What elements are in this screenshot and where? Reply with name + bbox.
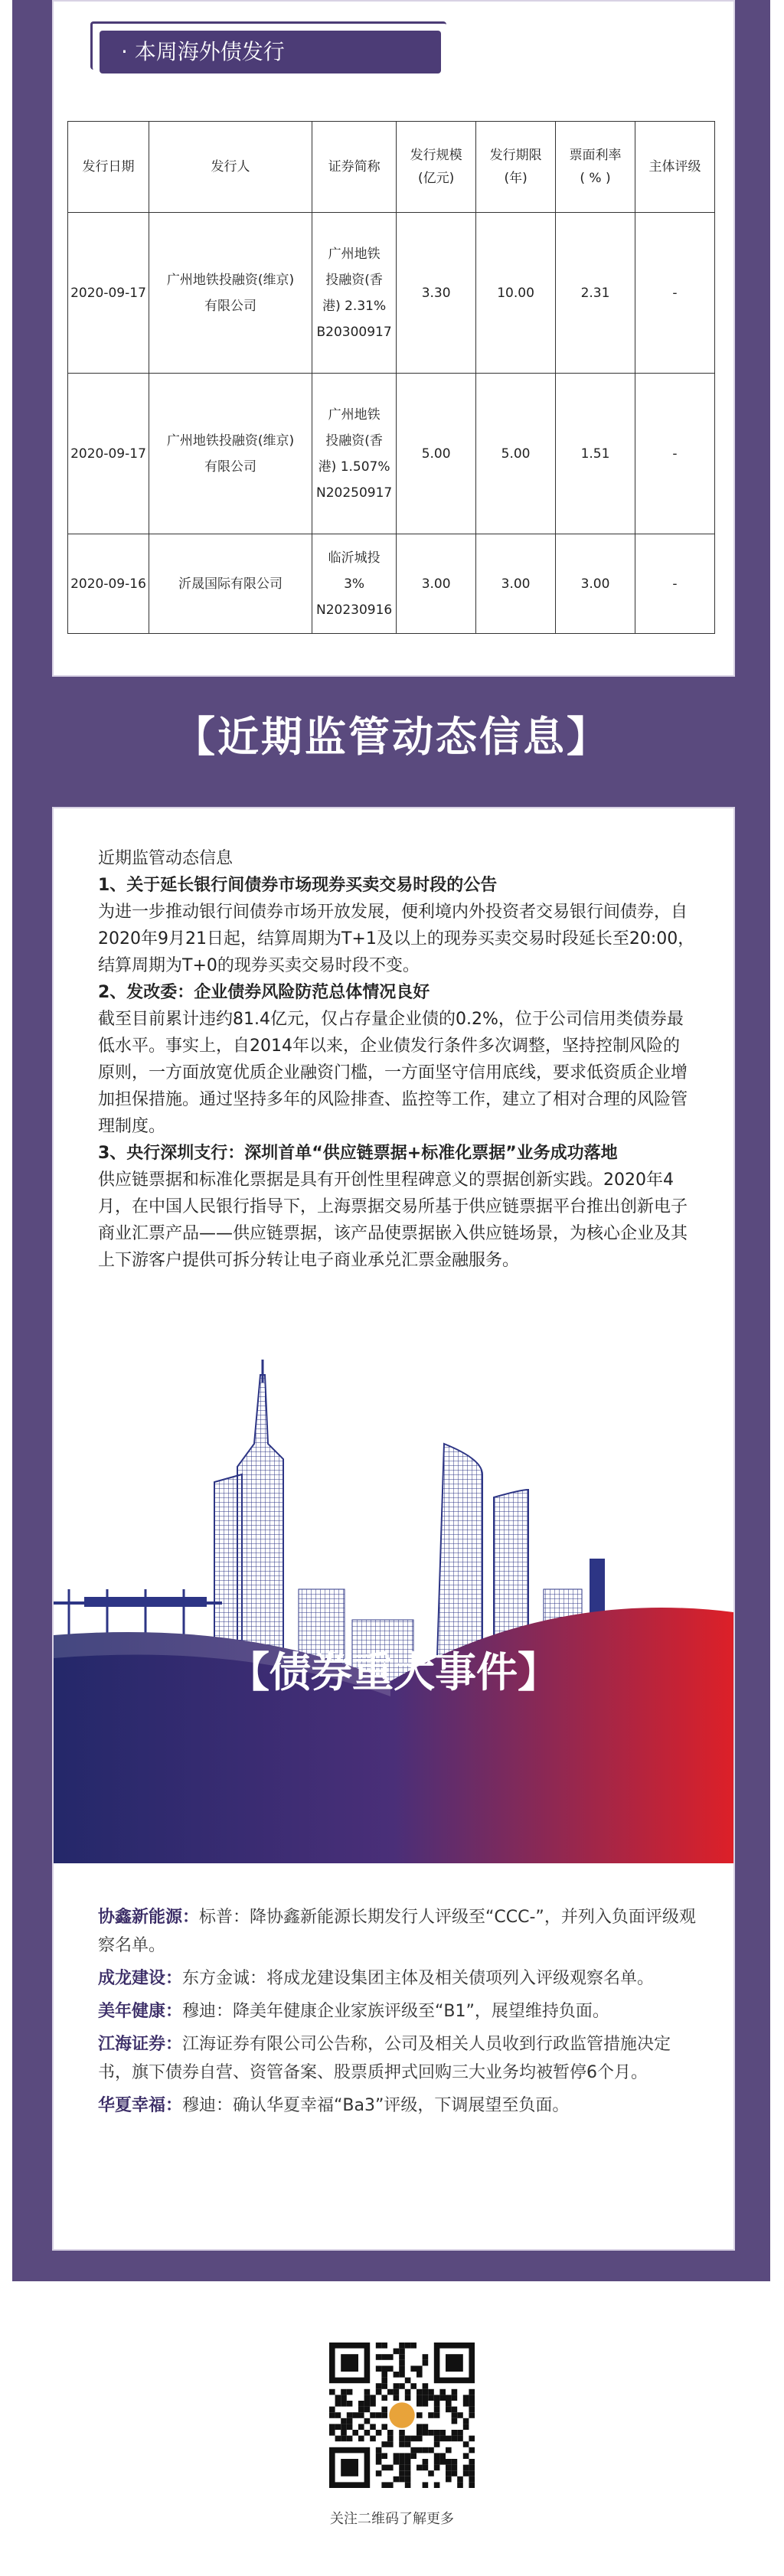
cell-term: 10.00 [476,213,556,374]
cell-rating: - [635,534,714,634]
cell-rate: 2.31 [556,213,635,374]
event-item [98,1964,703,1993]
cell-rate: 1.51 [556,374,635,534]
regulatory-heading: 【近期监管动态信息】 [174,713,610,761]
cell-size: 3.30 [397,213,476,374]
event-item [98,2030,703,2087]
event-item [98,1903,703,1960]
bond-events-panel [52,1863,735,2251]
col-header-rate: 票面利率 ( % ) [556,122,635,213]
qr-code[interactable] [329,2343,475,2488]
cell-term: 5.00 [476,374,556,534]
news-body-3: 供应链票据和标准化票据是具有开创性里程碑意义的票据创新实践。2020年4月，在中国人民银行指导下，上海票据交易所基于供应链票据平台推出创新电子商业汇票产品——供应链票据，该产品使票据嵌入供应链场景，为核心企业及其上下游客户提供可拆分转让电子商业承兑汇票金融服务。 [98,1170,688,1270]
col-header-term: 发行期限 (年) [476,122,556,213]
col-header-name: 证券简称 [312,122,397,213]
bond-events-heading: 【债券重大事件】 [228,1648,559,1696]
event-text: 东方金诚：将成龙建设集团主体及相关债项列入评级观察名单。 [182,1969,655,1988]
cell-rating: - [635,213,714,374]
col-header-date: 发行日期 [68,122,149,213]
cell-date: 2020-09-17 [68,213,149,374]
event-company: 美年健康： [98,2002,183,2021]
cell-issuer: 广州地铁投融资(维京) 有限公司 [149,374,312,534]
event-text: 穆迪：确认华夏幸福“Ba3”评级，下调展望至负面。 [182,2096,570,2115]
event-text: 标普：降协鑫新能源长期发行人评级至“CCC-”，并列入负面评级观察名单。 [98,1908,696,1955]
cell-size: 3.00 [397,534,476,634]
cell-term: 3.00 [476,534,556,634]
event-company: 成龙建设： [98,1969,183,1988]
cell-date: 2020-09-17 [68,374,149,534]
event-item [98,1997,703,2026]
col-header-issuer: 发行人 [149,122,312,213]
cell-rating: - [635,374,714,534]
cell-rate: 3.00 [556,534,635,634]
bridge [54,1589,222,1635]
cell-date: 2020-09-16 [68,534,149,634]
col-header-rating: 主体评级 [635,122,714,213]
news-title-3: 3、央行深圳支行：深圳首单“供应链票据+标准化票据”业务成功落地 [98,1144,618,1163]
event-text: 穆迪：降美年健康企业家族评级至“B1”，展望维持负面。 [182,2002,609,2021]
regulatory-panel [52,807,735,1866]
table-row [68,213,715,374]
news-title-1: 1、关于延长银行间债券市场现券买卖交易时段的公告 [98,876,498,895]
news-body-2: 截至目前累计违约81.4亿元，仅占存量企业债的0.2%，位于公司信用类债券最低水平。事实上，自2014年以来，企业债发行条件多次调整，坚持控制风险的原则，一方面放宽优质企业融资门槛，一方面坚守信用底线，要求低资质企业增加担保措施。通过坚持多年的风险排查、监控等工作，建立了相对合理的风险管理制度。 [98,1010,688,1136]
cell-name: 临沂城投 3% N20230916 [312,534,397,634]
col-header-size: 发行规模 (亿元) [397,122,476,213]
tower-tall [237,1360,283,1681]
cell-issuer: 沂晟国际有限公司 [149,534,312,634]
section-title-overseas-bonds: · 本周海外债发行 [100,31,441,73]
city-skyline-illustration [54,1360,733,1865]
cell-issuer: 广州地铁投融资(维京) 有限公司 [149,213,312,374]
event-text: 江海证券有限公司公告称，公司及相关人员收到行政监管措施决定书，旗下债券自营、资管备案、股票质押式回购三大业务均被暂停6个月。 [98,2035,671,2082]
news-body-1: 为进一步推动银行间债券市场开放发展，便利境内外投资者交易银行间债券，自2020年9月21日起，结算周期为T+1及以上的现券买卖交易时段延长至20:00，结算周期为T+0的现券买卖交易时段不变。 [98,903,695,975]
cell-name: 广州地铁 投融资(香 港) 1.507% N20250917 [312,374,397,534]
event-item [98,2091,703,2120]
qr-caption: 关注二维码了解更多 [330,2511,454,2527]
table-row [68,534,715,634]
cell-size: 5.00 [397,374,476,534]
table-row [68,374,715,534]
event-company: 协鑫新能源： [98,1908,200,1927]
event-company: 江海证券： [98,2035,183,2054]
bond-table [67,121,715,634]
regulatory-news [98,845,695,1274]
news-title-2: 2、发改委：企业债券风险防范总体情况良好 [98,983,430,1002]
news-intro: 近期监管动态信息 [98,849,234,868]
bond-events-list [98,1903,703,2124]
table-header-row [68,122,715,213]
event-company: 华夏幸福： [98,2096,183,2115]
cell-name: 广州地铁 投融资(香 港) 2.31% B20300917 [312,213,397,374]
